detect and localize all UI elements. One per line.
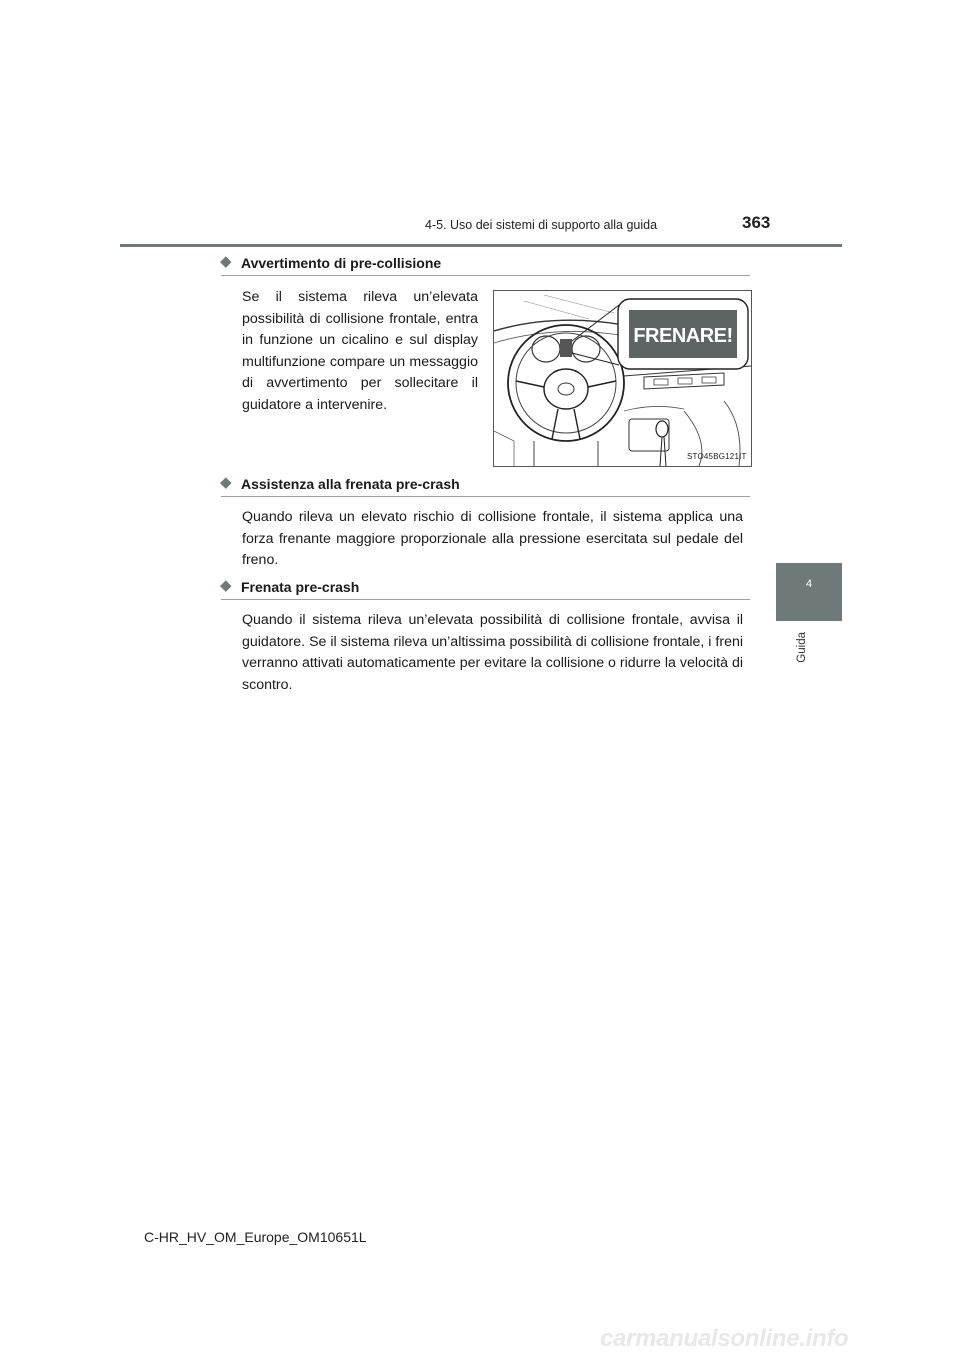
diamond-bullet-icon: ◆ xyxy=(220,474,232,491)
figure-code: STO45BG121IT xyxy=(687,452,747,461)
section-divider xyxy=(221,599,750,600)
diamond-bullet-icon: ◆ xyxy=(220,577,232,594)
running-header: 4-5. Uso dei sistemi di supporto alla guida xyxy=(425,218,658,232)
watermark: carmanualsonline.info xyxy=(600,1325,849,1352)
header-rule xyxy=(120,244,842,247)
chapter-tab-label: Guida xyxy=(796,632,808,663)
section-title-pre-crash-brake-assist: Assistenza alla frenata pre-crash xyxy=(241,476,460,492)
section-title-pre-crash-braking: Frenata pre-crash xyxy=(241,579,360,595)
section-body-pre-collision-warning: Se il sistema rileva un’elevata possibilità di collisione frontale, entra in funzione un cicalino e sul display multifunzione compare un messaggio di avvertimento per sollecitare il guidatore a intervenire. xyxy=(242,289,478,413)
section-body-pre-crash-braking: Quando il sistema rileva un’elevata possibilità di collisione frontale, avvisa il guidatore. Se il sistema rileva un’altissima possibilità di collisione frontale, i freni verranno attivati automaticamente per evitare la collisione o ridurre la velocità di scontro. xyxy=(242,612,743,693)
chapter-tab xyxy=(776,563,842,621)
document-id: C-HR_HV_OM_Europe_OM10651L xyxy=(144,1229,367,1245)
section-body-pre-crash-brake-assist: Quando rileva un elevato rischio di collisione frontale, il sistema applica una forza frenante maggiore proporzionale alla pressione esercitata sul pedale del freno. xyxy=(242,509,743,569)
page-number: 363 xyxy=(742,213,771,232)
callout-warning-text: FRENARE! xyxy=(633,325,733,347)
dashboard-illustration xyxy=(493,290,752,467)
section-title-pre-collision-warning: Avvertimento di pre-collisione xyxy=(241,255,442,271)
dashboard-drawing xyxy=(494,291,751,466)
section-divider xyxy=(221,275,750,276)
diamond-bullet-icon: ◆ xyxy=(220,253,232,270)
section-divider xyxy=(221,496,750,497)
chapter-tab-number: 4 xyxy=(805,578,813,590)
